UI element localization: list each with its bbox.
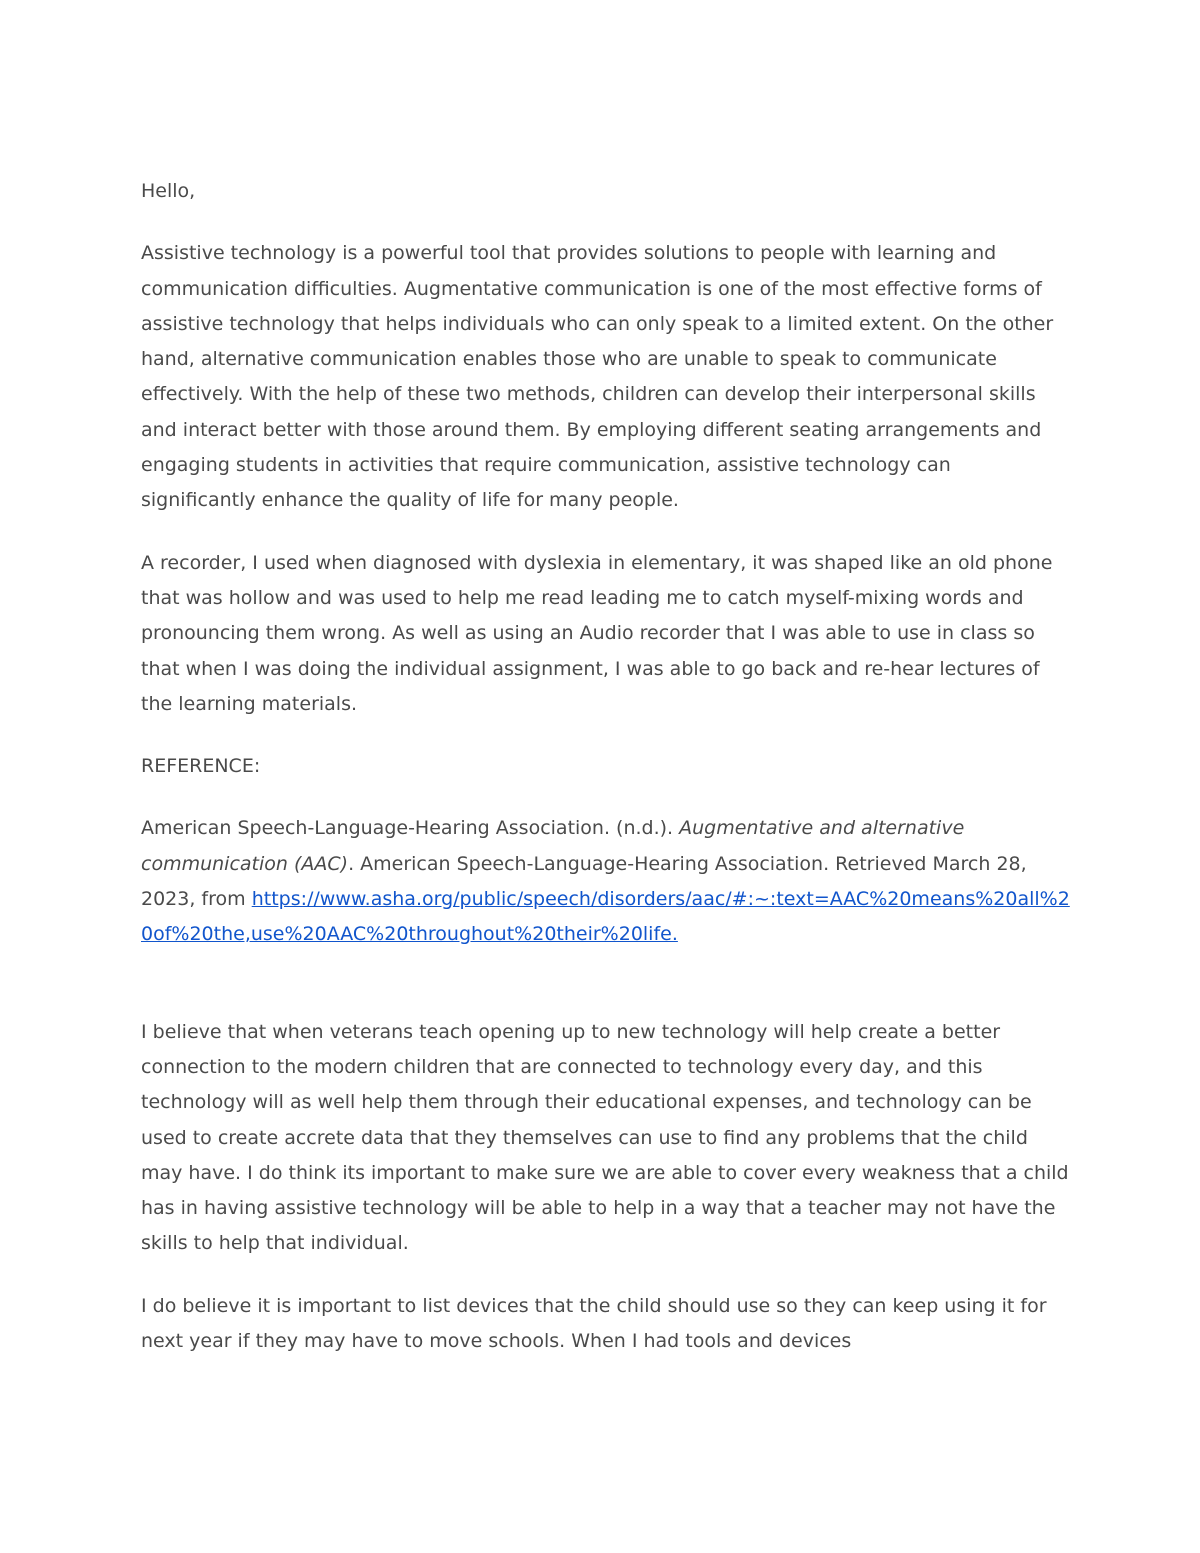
- document-body: [141, 174, 1071, 1386]
- paragraph-veterans-technology: I believe that when veterans teach opening up to new technology will help create a better connection to the modern children that are connected to technology every day, and this technology will as well help them through their educational expenses, and technology can be used to create accrete data that they themselves can use to find any problems that the child may have. I do think its important to make sure we are able to cover every weakness that a child has in having assistive technology will be able to help in a way that a teacher may not have the skills to help that individual.: [141, 1020, 1069, 1255]
- reference-citation: [141, 811, 1071, 952]
- paragraph-assistive-technology: Assistive technology is a powerful tool that provides solutions to people with learning and communication difficulties. Augmentative communication is one of the most effective forms of assistive technology that helps individuals who can only speak to a limited extent. On the other hand, alternative communication enables those who are unable to speak to communicate effectively. With the help of these two methods, children can develop their interpersonal skills and interact better with those around them. By employing different seating arrangements and engaging students in activities that require communication, assistive technology can significantly enhance the quality of life for many people.: [141, 242, 1054, 512]
- reference-title: Augmentative and alternative communication (AAC): [141, 817, 965, 875]
- paragraph-list-devices: I do believe it is important to list devices that the child should use so they can keep using it for next year if they may have to move schools. When I had tools and devices: [141, 1294, 1047, 1353]
- reference-publisher-retrieved: . American Speech-Language-Hearing Association. Retrieved March 28, 2023, from: [141, 852, 1027, 911]
- greeting: Hello,: [141, 180, 196, 202]
- reference-author-date: American Speech-Language-Hearing Association. (n.d.).: [141, 817, 680, 840]
- reference-url-link[interactable]: https://www.asha.org/public/speech/disorders/aac/#:~:text=AAC%20means%20all%20of%20the,use%20AAC%20throughout%20their%20life.: [141, 888, 1070, 946]
- paragraph-recorder-experience: A recorder, I used when diagnosed with dyslexia in elementary, it was shaped like an old phone that was hollow and was used to help me read leading me to catch myself-mixing words and pronouncing them wrong. As well as using an Audio recorder that I was able to use in class so that when I was doing the individual assignment, I was able to go back and re-hear lectures of the learning materials.: [141, 551, 1053, 715]
- reference-heading: REFERENCE:: [141, 755, 261, 778]
